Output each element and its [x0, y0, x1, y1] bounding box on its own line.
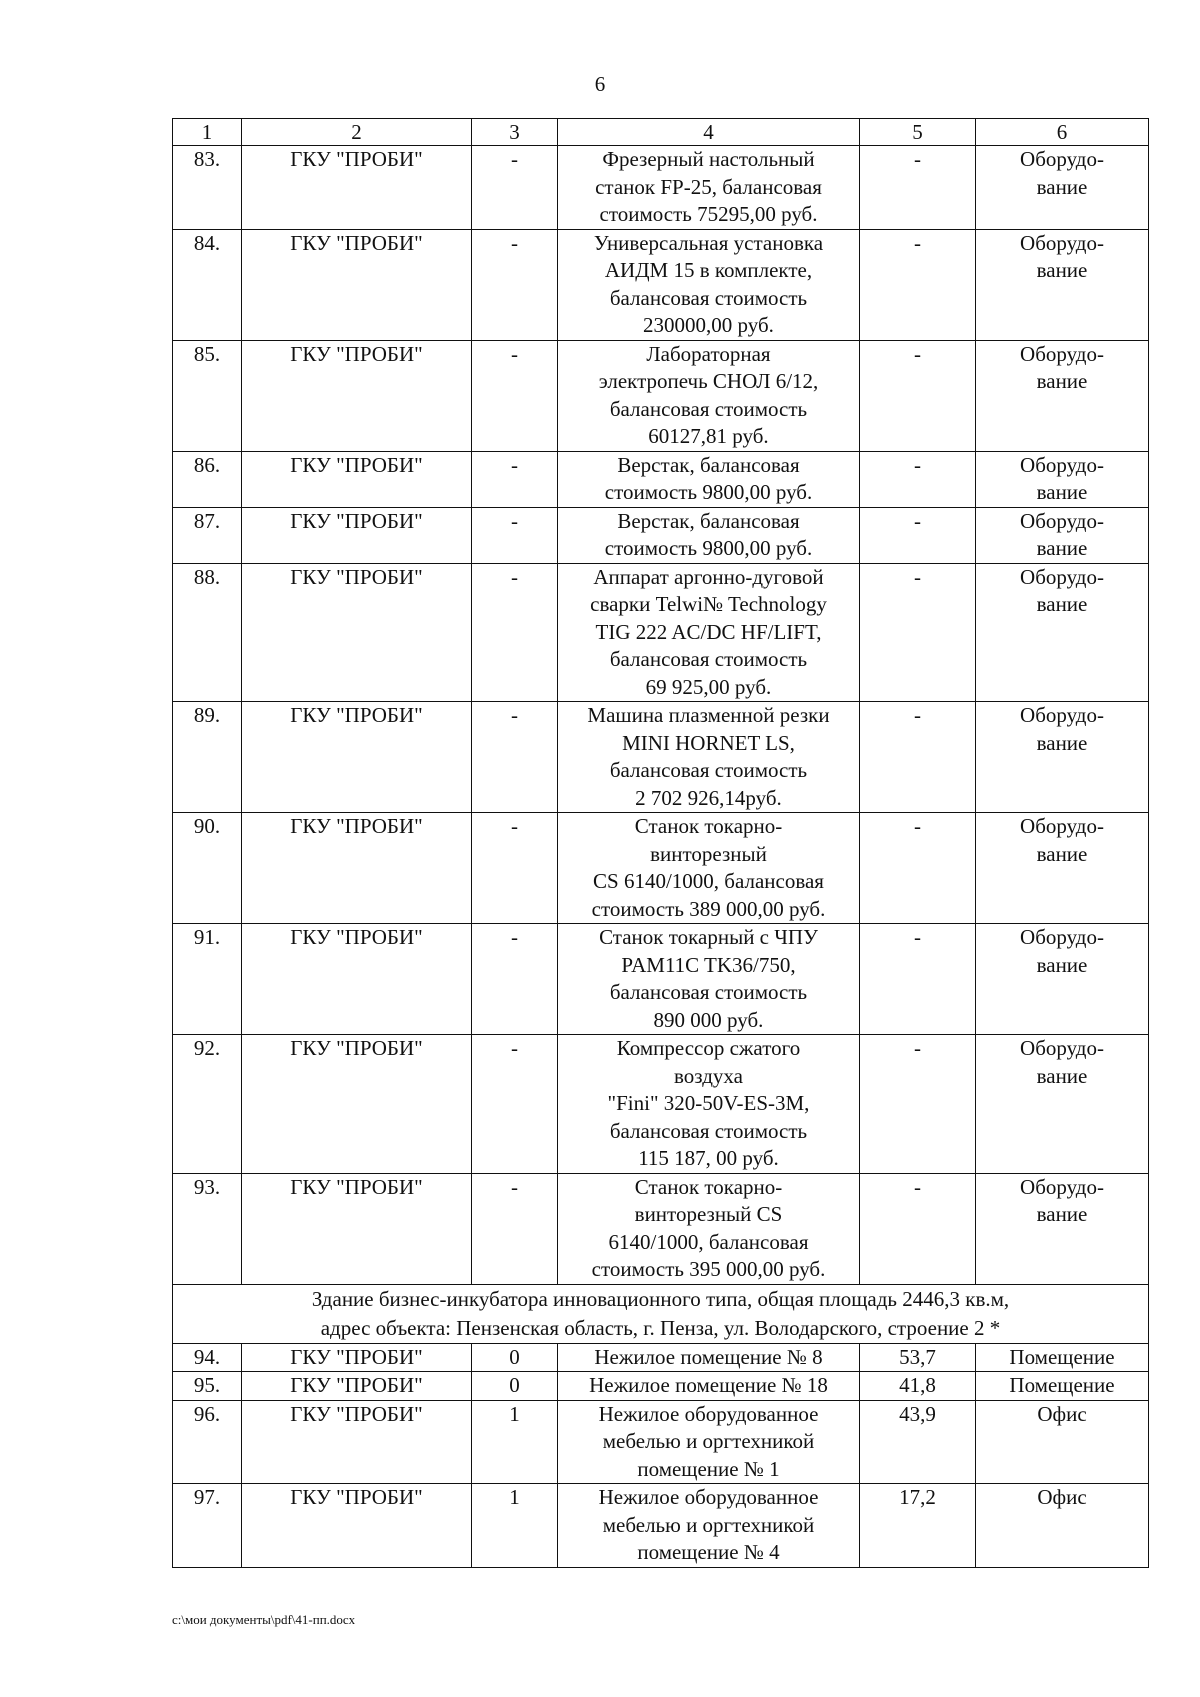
item-number-cell: 96. [173, 1400, 242, 1484]
item-number-cell: 86. [173, 451, 242, 507]
cell-text-line: 69 925,00 руб. [645, 674, 772, 699]
item-number-cell: 92. [173, 1035, 242, 1174]
cell-text-line: балансовая стоимость [609, 647, 808, 671]
purpose-cell [976, 702, 1149, 813]
cell-text-line: сварки Telwi№ Technology [590, 592, 827, 616]
item-number-cell: 88. [173, 563, 242, 702]
section-heading-line: Здание бизнес-инкубатора инновационного типа, общая площадь 2446,3 кв.м, [311, 1286, 1010, 1311]
area-cell: - [860, 507, 976, 563]
floor-cell: - [472, 1035, 558, 1174]
section-heading-row [173, 1284, 1149, 1343]
cell-text-line: станок FP-25, балансовая [595, 174, 822, 199]
cell-text-line: Нежилое оборудованное [598, 1401, 819, 1426]
item-number-cell: 84. [173, 229, 242, 340]
cell-text-line: Оборудо- [1020, 147, 1104, 171]
item-number-cell: 93. [173, 1173, 242, 1284]
floor-cell: 1 [472, 1400, 558, 1484]
area-cell: - [860, 702, 976, 813]
table-row [173, 1372, 1149, 1401]
floor-cell: - [472, 146, 558, 230]
rights-holder-cell: ГКУ "ПРОБИ" [242, 1372, 472, 1401]
item-number-cell: 90. [173, 813, 242, 924]
area-cell: - [860, 229, 976, 340]
rights-holder-cell: ГКУ "ПРОБИ" [242, 924, 472, 1035]
item-number-cell: 83. [173, 146, 242, 230]
table-body [173, 146, 1149, 1568]
floor-cell: - [472, 1173, 558, 1284]
item-number-cell: 85. [173, 340, 242, 451]
rights-holder-cell: ГКУ "ПРОБИ" [242, 1035, 472, 1174]
cell-text-line: Нежилое помещение № 18 [589, 1373, 828, 1397]
floor-cell: 0 [472, 1372, 558, 1401]
section-heading [173, 1284, 1149, 1343]
rights-holder-cell: ГКУ "ПРОБИ" [242, 507, 472, 563]
table-row [173, 229, 1149, 340]
cell-text-line: Оборудо- [1020, 452, 1104, 477]
property-registry-table [172, 118, 1149, 1568]
cell-text-line: стоимость 75295,00 руб. [599, 202, 818, 226]
object-description-cell [558, 924, 860, 1035]
cell-text-line: вание [1036, 174, 1088, 199]
cell-text-line: Нежилое оборудованное [598, 1485, 819, 1509]
item-number-cell: 97. [173, 1484, 242, 1568]
purpose-cell [976, 924, 1149, 1035]
rights-holder-cell: ГКУ "ПРОБИ" [242, 451, 472, 507]
floor-cell: - [472, 507, 558, 563]
area-cell: 17,2 [860, 1484, 976, 1568]
purpose-cell [976, 340, 1149, 451]
cell-text-line: 230000,00 руб. [643, 313, 774, 337]
area-cell: - [860, 1035, 976, 1174]
table-row [173, 563, 1149, 702]
cell-text-line: Помещение [1009, 1373, 1115, 1397]
object-description-cell [558, 813, 860, 924]
cell-text-line: Оборудо- [1020, 1036, 1104, 1060]
item-number-cell: 87. [173, 507, 242, 563]
cell-text-line: балансовая стоимость [609, 758, 808, 782]
cell-text-line: балансовая стоимость [609, 980, 808, 1004]
area-cell: - [860, 924, 976, 1035]
purpose-cell [976, 507, 1149, 563]
cell-text-line: Оборудо- [1020, 1174, 1104, 1199]
object-description-cell [558, 563, 860, 702]
floor-cell: - [472, 813, 558, 924]
column-number-header: 4 [558, 119, 860, 146]
object-description-cell [558, 1035, 860, 1174]
cell-text-line: Оборудо- [1020, 508, 1104, 533]
rights-holder-cell: ГКУ "ПРОБИ" [242, 340, 472, 451]
table-row [173, 1484, 1149, 1568]
cell-text-line: MINI HORNET LS, [622, 730, 795, 755]
cell-text-line: Станок токарно- [634, 814, 783, 838]
cell-text-line: помещение № 1 [637, 1456, 780, 1481]
area-cell: 53,7 [860, 1343, 976, 1372]
floor-cell: - [472, 451, 558, 507]
cell-text-line: Универсальная установка [593, 230, 824, 255]
rights-holder-cell: ГКУ "ПРОБИ" [242, 146, 472, 230]
cell-text-line: Лабораторная [646, 341, 771, 366]
cell-text-line: 6140/1000, балансовая [608, 1229, 809, 1254]
table-row [173, 340, 1149, 451]
page-number: 6 [594, 72, 606, 96]
table-row [173, 702, 1149, 813]
cell-text-line: балансовая стоимость [609, 396, 808, 421]
cell-text-line: АИДМ 15 в комплекте, [604, 258, 813, 282]
rights-holder-cell: ГКУ "ПРОБИ" [242, 1343, 472, 1372]
rights-holder-cell: ГКУ "ПРОБИ" [242, 1400, 472, 1484]
item-number-cell: 91. [173, 924, 242, 1035]
object-description-cell [558, 146, 860, 230]
cell-text-line: "Fini" 320-50V-ES-3M, [607, 1091, 810, 1115]
area-cell: - [860, 146, 976, 230]
purpose-cell [976, 1343, 1149, 1372]
cell-text-line: Офис [1037, 1401, 1087, 1426]
object-description-cell [558, 229, 860, 340]
purpose-cell [976, 563, 1149, 702]
table-row [173, 1343, 1149, 1372]
item-number-cell: 89. [173, 702, 242, 813]
table-row [173, 1400, 1149, 1484]
cell-text-line: стоимость 9800,00 руб. [604, 480, 813, 504]
column-number-row [173, 119, 1149, 146]
cell-text-line: Оборудо- [1020, 925, 1104, 949]
cell-text-line: помещение № 4 [637, 1540, 780, 1564]
cell-text-line: Оборудо- [1020, 341, 1104, 366]
cell-text-line: вание [1036, 369, 1088, 393]
cell-text-line: Фрезерный настольный [602, 147, 815, 171]
table-row [173, 451, 1149, 507]
cell-text-line: Нежилое помещение № 8 [594, 1344, 823, 1369]
cell-text-line: Станок токарно- [634, 1174, 783, 1199]
area-cell: - [860, 1173, 976, 1284]
cell-text-line: Станок токарный с ЧПУ [599, 925, 818, 949]
cell-text-line: вание [1036, 536, 1088, 560]
cell-text-line: Оборудо- [1020, 564, 1104, 589]
area-cell: 41,8 [860, 1372, 976, 1401]
object-description-cell [558, 1372, 860, 1401]
cell-text-line: вание [1036, 258, 1088, 282]
column-number-header: 2 [242, 119, 472, 146]
object-description-cell [558, 702, 860, 813]
object-description-cell [558, 507, 860, 563]
cell-text-line: винторезный [650, 841, 767, 866]
object-description-cell [558, 451, 860, 507]
cell-text-line: Компрессор сжатого [616, 1036, 801, 1060]
column-number-header: 3 [472, 119, 558, 146]
cell-text-line: электропечь СНОЛ 6/12, [598, 369, 819, 393]
floor-cell: - [472, 340, 558, 451]
cell-text-line: Офис [1037, 1485, 1087, 1509]
floor-cell: 0 [472, 1343, 558, 1372]
cell-text-line: балансовая стоимость [609, 285, 808, 310]
purpose-cell [976, 1484, 1149, 1568]
table-row [173, 924, 1149, 1035]
table-row [173, 146, 1149, 230]
floor-cell: - [472, 563, 558, 702]
table-row [173, 1035, 1149, 1174]
rights-holder-cell: ГКУ "ПРОБИ" [242, 1173, 472, 1284]
area-cell: - [860, 563, 976, 702]
cell-text-line: PAM11C TK36/750, [621, 952, 796, 977]
cell-text-line: балансовая стоимость [609, 1118, 808, 1143]
section-heading-line: адрес объекта: Пензенская область, г. Пенза, ул. Володарского, строение 2 * [320, 1315, 1001, 1340]
area-cell: - [860, 340, 976, 451]
cell-text-line: вание [1036, 841, 1088, 866]
object-description-cell [558, 340, 860, 451]
column-number-header: 1 [173, 119, 242, 146]
purpose-cell [976, 146, 1149, 230]
purpose-cell [976, 451, 1149, 507]
area-cell: 43,9 [860, 1400, 976, 1484]
cell-text-line: вание [1036, 1063, 1088, 1088]
purpose-cell [976, 1035, 1149, 1174]
purpose-cell [976, 1400, 1149, 1484]
area-cell: - [860, 813, 976, 924]
cell-text-line: Аппарат аргонно-дуговой [593, 564, 824, 589]
rights-holder-cell: ГКУ "ПРОБИ" [242, 229, 472, 340]
cell-text-line: воздуха [674, 1063, 743, 1088]
cell-text-line: вание [1036, 592, 1088, 616]
cell-text-line: вание [1036, 952, 1088, 977]
floor-cell: - [472, 702, 558, 813]
rights-holder-cell: ГКУ "ПРОБИ" [242, 1484, 472, 1568]
cell-text-line: Оборудо- [1020, 230, 1104, 255]
rights-holder-cell: ГКУ "ПРОБИ" [242, 563, 472, 702]
cell-text-line: Верстак, балансовая [617, 452, 800, 477]
cell-text-line: CS 6140/1000, балансовая [593, 869, 824, 893]
cell-text-line: стоимость 9800,00 руб. [604, 536, 813, 560]
cell-text-line: винторезный CS [634, 1202, 783, 1226]
cell-text-line: Оборудо- [1020, 814, 1104, 838]
purpose-cell [976, 229, 1149, 340]
floor-cell: - [472, 229, 558, 340]
cell-text-line: Оборудо- [1020, 703, 1104, 727]
cell-text-line: вание [1036, 1202, 1088, 1226]
cell-text-line: TIG 222 AC/DC HF/LIFT, [595, 619, 822, 644]
cell-text-line: стоимость 389 000,00 руб. [591, 896, 826, 921]
object-description-cell [558, 1343, 860, 1372]
cell-text-line: вание [1036, 480, 1088, 504]
purpose-cell [976, 813, 1149, 924]
floor-cell: - [472, 924, 558, 1035]
table-row [173, 1173, 1149, 1284]
cell-text-line: 115 187, 00 руб. [638, 1146, 779, 1170]
cell-text-line: 60127,81 руб. [648, 424, 769, 448]
item-number-cell: 95. [173, 1372, 242, 1401]
cell-text-line: 2 702 926,14руб. [635, 785, 782, 810]
cell-text-line: 890 000 руб. [653, 1007, 764, 1032]
table-row [173, 507, 1149, 563]
object-description-cell [558, 1173, 860, 1284]
purpose-cell [976, 1372, 1149, 1401]
cell-text-line: Машина плазменной резки [587, 703, 830, 727]
rights-holder-cell: ГКУ "ПРОБИ" [242, 702, 472, 813]
cell-text-line: Помещение [1009, 1344, 1115, 1369]
cell-text-line: мебелью и оргтехникой [602, 1512, 815, 1537]
floor-cell: 1 [472, 1484, 558, 1568]
table-row [173, 813, 1149, 924]
object-description-cell [558, 1484, 860, 1568]
rights-holder-cell: ГКУ "ПРОБИ" [242, 813, 472, 924]
cell-text-line: вание [1036, 730, 1088, 755]
footer-file-path: c:\мои документы\pdf\41-пп.docx [172, 1612, 356, 1627]
item-number-cell: 94. [173, 1343, 242, 1372]
cell-text-line: Верстак, балансовая [617, 508, 800, 533]
purpose-cell [976, 1173, 1149, 1284]
area-cell: - [860, 451, 976, 507]
cell-text-line: мебелью и оргтехникой [602, 1429, 815, 1453]
column-number-header: 6 [976, 119, 1149, 146]
column-number-header: 5 [860, 119, 976, 146]
cell-text-line: стоимость 395 000,00 руб. [591, 1257, 826, 1281]
object-description-cell [558, 1400, 860, 1484]
